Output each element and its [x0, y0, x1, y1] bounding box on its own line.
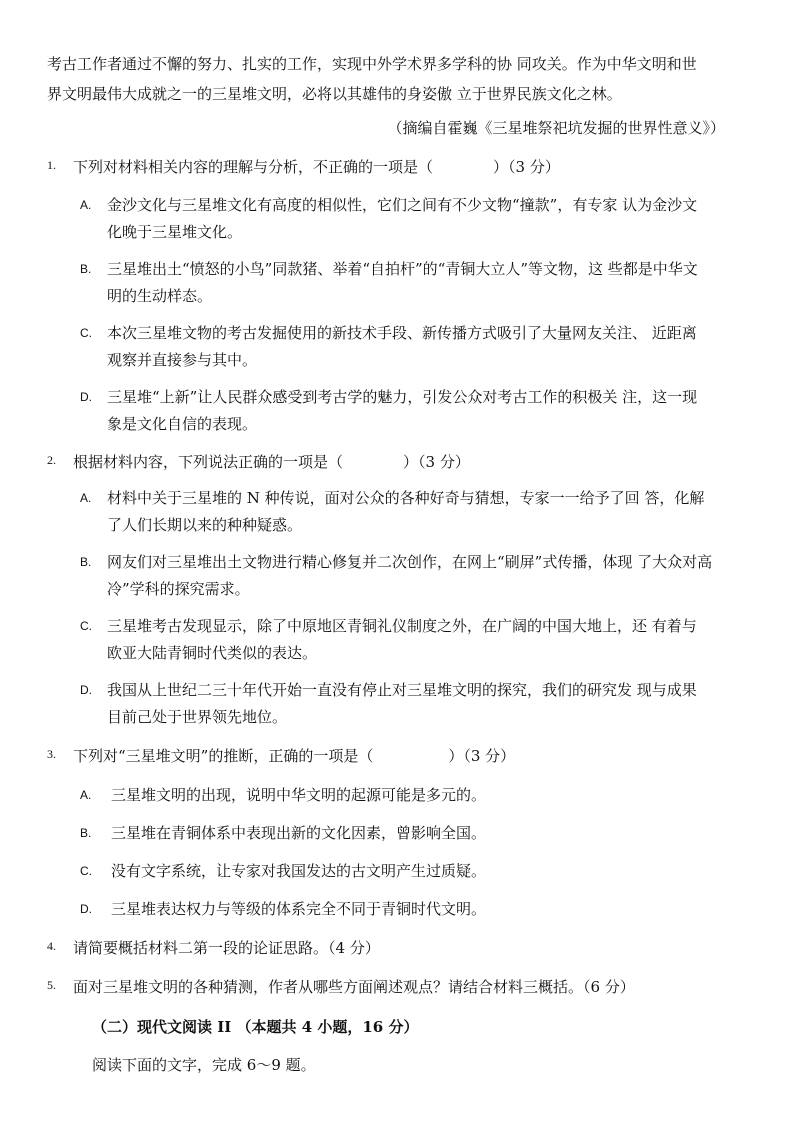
question-number: 5. — [47, 978, 56, 992]
option-text — [107, 549, 712, 603]
option-text — [107, 485, 704, 539]
option-letter: C. — [80, 619, 92, 633]
option-text — [111, 820, 486, 847]
option-text — [107, 613, 697, 667]
option-text — [111, 896, 486, 923]
intro-paragraph — [47, 49, 747, 109]
option-letter: B. — [80, 826, 92, 840]
option-line: 我国从上世纪二三十年代开始一直没有停止对三星堆文明的探究，我们的研究发 现与成果 — [107, 681, 697, 699]
option-text — [107, 677, 697, 731]
option-line: 三星堆出土“愤怒的小鸟”同款猪、举着“自拍杆”的“青铜大立人”等文物，这 些都是中华文 — [107, 260, 698, 278]
option-line: 三星堆表达权力与等级的体系完全不同于青铜时代文明。 — [111, 900, 487, 918]
option-line: 三星堆考古发现显示，除了中原地区青铜礼仪制度之外，在广阔的中国大地上，还 有着与 — [107, 617, 697, 635]
option-line: 了人们长期以来的种种疑惑。 — [107, 516, 303, 534]
option-line: 材料中关于三星堆的 N 种传说，面对公众的各种好奇与猜想，专家一一给予了回 答，化解 — [107, 489, 705, 507]
option-letter: C. — [80, 326, 92, 340]
option-line: 金沙文化与三星堆文化有高度的相似性，它们之间有不少文物“撞款”，有专家 认为金沙文 — [107, 196, 698, 214]
question-number: 1. — [47, 158, 56, 172]
question-number: 3. — [47, 747, 56, 761]
option-line: 网友们对三星堆出土文物进行精心修复并二次创作，在网上“刷屏”式传播，体现 了大众对高 — [107, 553, 713, 571]
question-stem: 面对三星堆文明的各种猜测，作者从哪些方面阐述观点？请结合材料三概括。（6 分） — [73, 978, 635, 996]
option-line: 本次三星堆文物的考古发掘使用的新技术手段、新传播方式吸引了大量网友关注、 近距离 — [107, 324, 697, 342]
question-number: 4. — [47, 939, 56, 953]
question-stem: 下列对材料相关内容的理解与分析，不正确的一项是（ ）（3 分） — [73, 158, 560, 176]
question-stem: 请简要概括材料二第一段的论证思路。（4 分） — [73, 939, 380, 957]
option-text — [107, 320, 697, 374]
option-letter: C. — [80, 864, 92, 878]
intro-line-1: 考古工作者通过不懈的努力、扎实的工作，实现中外学术界多学科的协 同攻关。作为中华文明和世 — [47, 55, 697, 73]
option-letter: A. — [80, 198, 92, 212]
section-heading: （二）现代文阅读 II （本题共 4 小题，16 分） — [92, 1018, 419, 1036]
option-line: 明的生动样态。 — [107, 287, 213, 305]
option-letter: D. — [80, 683, 92, 697]
option-text — [107, 256, 698, 310]
question-stem: 下列对“三星堆文明”的推断，正确的一项是（ ）（3 分） — [73, 747, 516, 765]
option-line: 欧亚大陆青铜时代类似的表达。 — [107, 644, 318, 662]
question-stem: 根据材料内容，下列说法正确的一项是（ ）（3 分） — [73, 453, 470, 471]
option-letter: B. — [80, 262, 92, 276]
option-line: 观察并直接参与其中。 — [107, 351, 258, 369]
option-letter: D. — [80, 902, 92, 916]
option-line: 冷”学科的探究需求。 — [107, 580, 250, 598]
option-line: 三星堆“上新”让人民群众感受到考古学的魅力，引发公众对考古工作的积极关 注，这一现 — [107, 388, 698, 406]
option-line: 三星堆文明的出现，说明中华文明的起源可能是多元的。 — [111, 786, 487, 804]
option-text — [111, 782, 486, 809]
option-line: 三星堆在青铜体系中表现出新的文化因素，曾影响全国。 — [111, 824, 487, 842]
option-text — [107, 384, 697, 438]
option-line: 没有文字系统，让专家对我国发达的古文明产生过质疑。 — [111, 862, 487, 880]
option-text — [111, 858, 486, 885]
question-number: 2. — [47, 453, 56, 467]
option-text — [107, 192, 697, 246]
option-line: 象是文化自信的表现。 — [107, 415, 258, 433]
option-letter: D. — [80, 390, 92, 404]
reading-instruction: 阅读下面的文字，完成 6～9 题。 — [92, 1056, 316, 1074]
source-citation: （摘编自霍巍《三星堆祭祀坑发掘的世界性意义》） — [387, 119, 725, 137]
intro-line-2: 界文明最伟大成就之一的三星堆文明，必将以其雄伟的身姿傲 立于世界民族文化之林。 — [47, 85, 622, 103]
option-letter: A. — [80, 491, 92, 505]
option-letter: A. — [80, 788, 92, 802]
option-line: 目前己处于世界领先地位。 — [107, 708, 288, 726]
option-letter: B. — [80, 555, 92, 569]
option-line: 化晚于三星堆文化。 — [107, 223, 243, 241]
